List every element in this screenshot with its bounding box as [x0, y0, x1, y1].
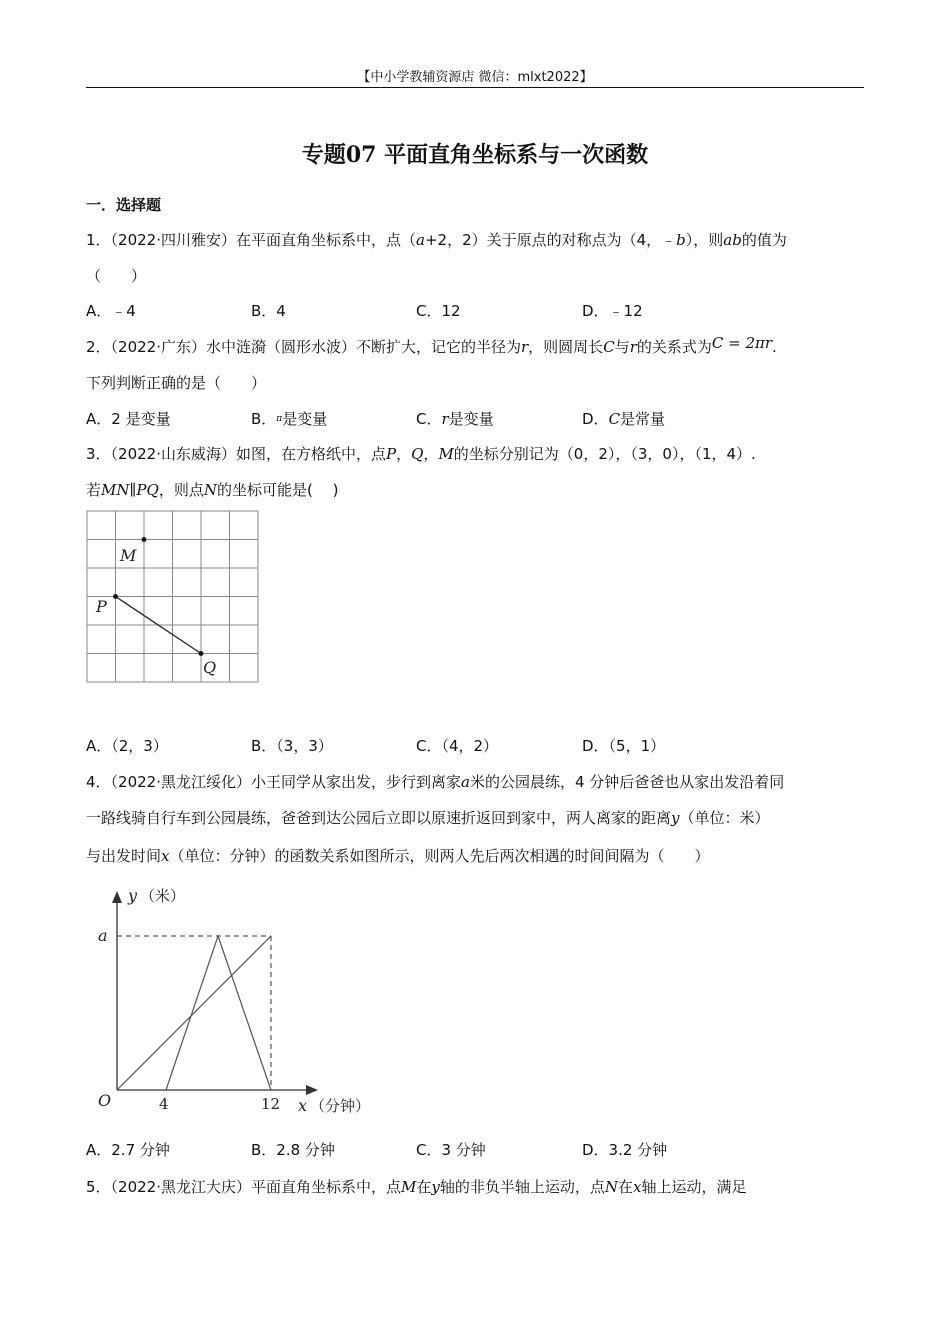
q2-var-r: r — [521, 338, 529, 356]
q3-option-d: D．（5，1） — [582, 737, 666, 755]
q2-text-b: ，则圆周长 — [528, 338, 604, 356]
q1-text-c: ），则 — [685, 231, 724, 249]
q3-text-e: 的坐标可能是( ) — [216, 481, 339, 499]
q4-a-label: a — [98, 926, 108, 945]
q4-line2 — [86, 807, 770, 828]
q3-point-p — [113, 594, 118, 599]
q4-line1 — [86, 771, 784, 792]
q4-var-a: a — [461, 773, 470, 791]
q4-origin-label: O — [98, 1091, 112, 1110]
q2-option-d-var: C — [608, 410, 621, 428]
q2-option-b-text: 是变量 — [282, 410, 328, 428]
q2-option-b — [251, 408, 327, 429]
page-title: 专题07 平面直角坐标系与一次函数 — [301, 142, 649, 168]
q1-text-a: 1．（2022·四川雅安）在平面直角坐标系中，点（ — [86, 231, 416, 249]
q2-option-c-prefix: C． — [416, 410, 442, 428]
q2-option-b-pi: π — [276, 414, 283, 424]
q2-option-d-prefix: D． — [582, 410, 609, 428]
q4-line3 — [86, 845, 710, 866]
q3-text-c: 若 — [86, 481, 102, 499]
q2-text-c: 与 — [614, 338, 630, 356]
q1-line1 — [86, 229, 787, 250]
q4-tick-12: 12 — [261, 1095, 281, 1113]
q5-var-n: N — [604, 1178, 618, 1196]
q3-var-n: N — [203, 481, 217, 499]
q4-text-a: 4．（2022·黑龙江绥化）小王同学从家出发，步行到离家 — [86, 773, 461, 791]
q5-text-d: 在 — [618, 1178, 634, 1196]
q3-label-p: P — [96, 597, 107, 616]
q4-option-c: C．3 分钟 — [416, 1141, 486, 1159]
q1-option-c: C．12 — [416, 302, 461, 320]
q4-var-x: x — [161, 847, 170, 865]
q4-tick-4: 4 — [159, 1095, 169, 1113]
q1-var-b: b — [676, 231, 686, 249]
q5-text-e: 轴上运动，满足 — [641, 1178, 747, 1196]
q4-var-y: y — [671, 809, 680, 827]
q4-line-walker — [117, 936, 271, 1090]
q2-var-r2: r — [629, 338, 637, 356]
q5-var-x: x — [633, 1178, 642, 1196]
q1-option-a: A．﹣4 — [86, 302, 136, 320]
q4-option-a: A．2.7 分钟 — [86, 1141, 170, 1159]
q2-text-e: . — [772, 338, 777, 356]
q4-x-unit: （分钟） — [310, 1097, 371, 1115]
q2-option-d-text: 是常量 — [620, 410, 666, 428]
q3-option-b: B．（3，3） — [251, 737, 333, 755]
q2-formula: C = 2πr — [711, 334, 773, 352]
q2-option-c-var: r — [441, 410, 449, 428]
q3-label-q: Q — [203, 658, 217, 677]
q1-option-d: D．﹣12 — [582, 302, 643, 320]
q2-option-c-text: 是变量 — [448, 410, 494, 428]
q3-var-q: Q — [411, 445, 424, 463]
q5-text-a: 5．（2022·黑龙江大庆）平面直角坐标系中，点 — [86, 1178, 401, 1196]
q2-line1 — [86, 336, 777, 357]
q1-line2: （ ） — [86, 267, 147, 285]
q2-var-c: C — [603, 338, 615, 356]
q2-option-c — [416, 408, 494, 429]
q4-text-d: （单位：米） — [679, 809, 770, 827]
q4-y-arrow — [112, 891, 122, 903]
q3-label-m: M — [120, 546, 137, 565]
q4-text-f: （单位：分钟）的函数关系如图所示，则两人先后两次相遇的时间间隔为（ ） — [169, 847, 710, 865]
q5-line1 — [86, 1176, 747, 1197]
q5-text-c: 轴的非负半轴上运动，点 — [439, 1178, 605, 1196]
q4-y-label: y — [128, 886, 138, 905]
q2-line2: 下列判断正确的是（ ） — [86, 374, 267, 392]
q5-var-m: M — [401, 1178, 417, 1196]
q4-graph-figure — [86, 878, 386, 1120]
q5-text-b: 在 — [416, 1178, 432, 1196]
q3-var-p: P — [386, 445, 397, 463]
q3-text-b: 的坐标分别记为（0，2），（3，0），（1，4）. — [453, 445, 756, 463]
q3-line1 — [86, 443, 756, 464]
q3-option-a: A．（2，3） — [86, 737, 168, 755]
q1-option-b: B．4 — [251, 302, 286, 320]
q4-text-b: 米的公园晨练，4 分钟后爸爸也从家出发沿着同 — [469, 773, 785, 791]
q4-option-d: D．3.2 分钟 — [582, 1141, 668, 1159]
q4-y-unit: （米） — [140, 887, 186, 905]
q2-text-a: 2．（2022·广东）水中涟漪（圆形水波）不断扩大，记它的半径为 — [86, 338, 521, 356]
q4-text-c: 一路线骑自行车到公园晨练，爸爸到达公园后立即以原速折返回到家中，两人离家的距离 — [86, 809, 672, 827]
q2-option-d — [582, 408, 665, 429]
section-heading: 一．选择题 — [86, 196, 162, 214]
page-header: 【中小学教辅资源店 微信：mlxt2022】 — [357, 70, 593, 85]
q1-text-b: +2，2）关于原点的对称点为（4，﹣ — [424, 231, 677, 249]
q3-text-d: ，则点 — [158, 481, 204, 499]
q4-text-e: 与出发时间 — [86, 847, 162, 865]
q2-option-b-prefix: B． — [251, 410, 277, 428]
q3-point-q — [199, 651, 204, 656]
q3-option-c: C．（4，2） — [416, 737, 499, 755]
q2-option-a: A．2 是变量 — [86, 410, 171, 428]
q1-var-a: a — [416, 231, 425, 249]
q2-text-d: 的关系式为 — [636, 338, 712, 356]
q3-sep-1: ， — [396, 445, 412, 463]
q1-var-ab: ab — [723, 231, 742, 249]
q4-line-biker — [166, 936, 271, 1090]
q3-grid-lines — [87, 511, 258, 682]
q3-line2 — [86, 479, 338, 500]
q3-text-a: 3．（2022·山东威海）如图，在方格纸中，点 — [86, 445, 386, 463]
q3-sep-2: ， — [423, 445, 439, 463]
header-rule — [86, 87, 864, 88]
q3-grid-figure — [84, 508, 262, 686]
q4-x-label: x — [298, 1096, 308, 1115]
q3-var-mn-pq: MN∥PQ — [101, 481, 159, 499]
q5-var-y: y — [431, 1178, 440, 1196]
q3-point-m — [142, 537, 147, 542]
q4-x-arrow — [306, 1085, 318, 1095]
q3-var-m: M — [438, 445, 454, 463]
q4-option-b: B．2.8 分钟 — [251, 1141, 335, 1159]
q1-text-d: 的值为 — [741, 231, 787, 249]
